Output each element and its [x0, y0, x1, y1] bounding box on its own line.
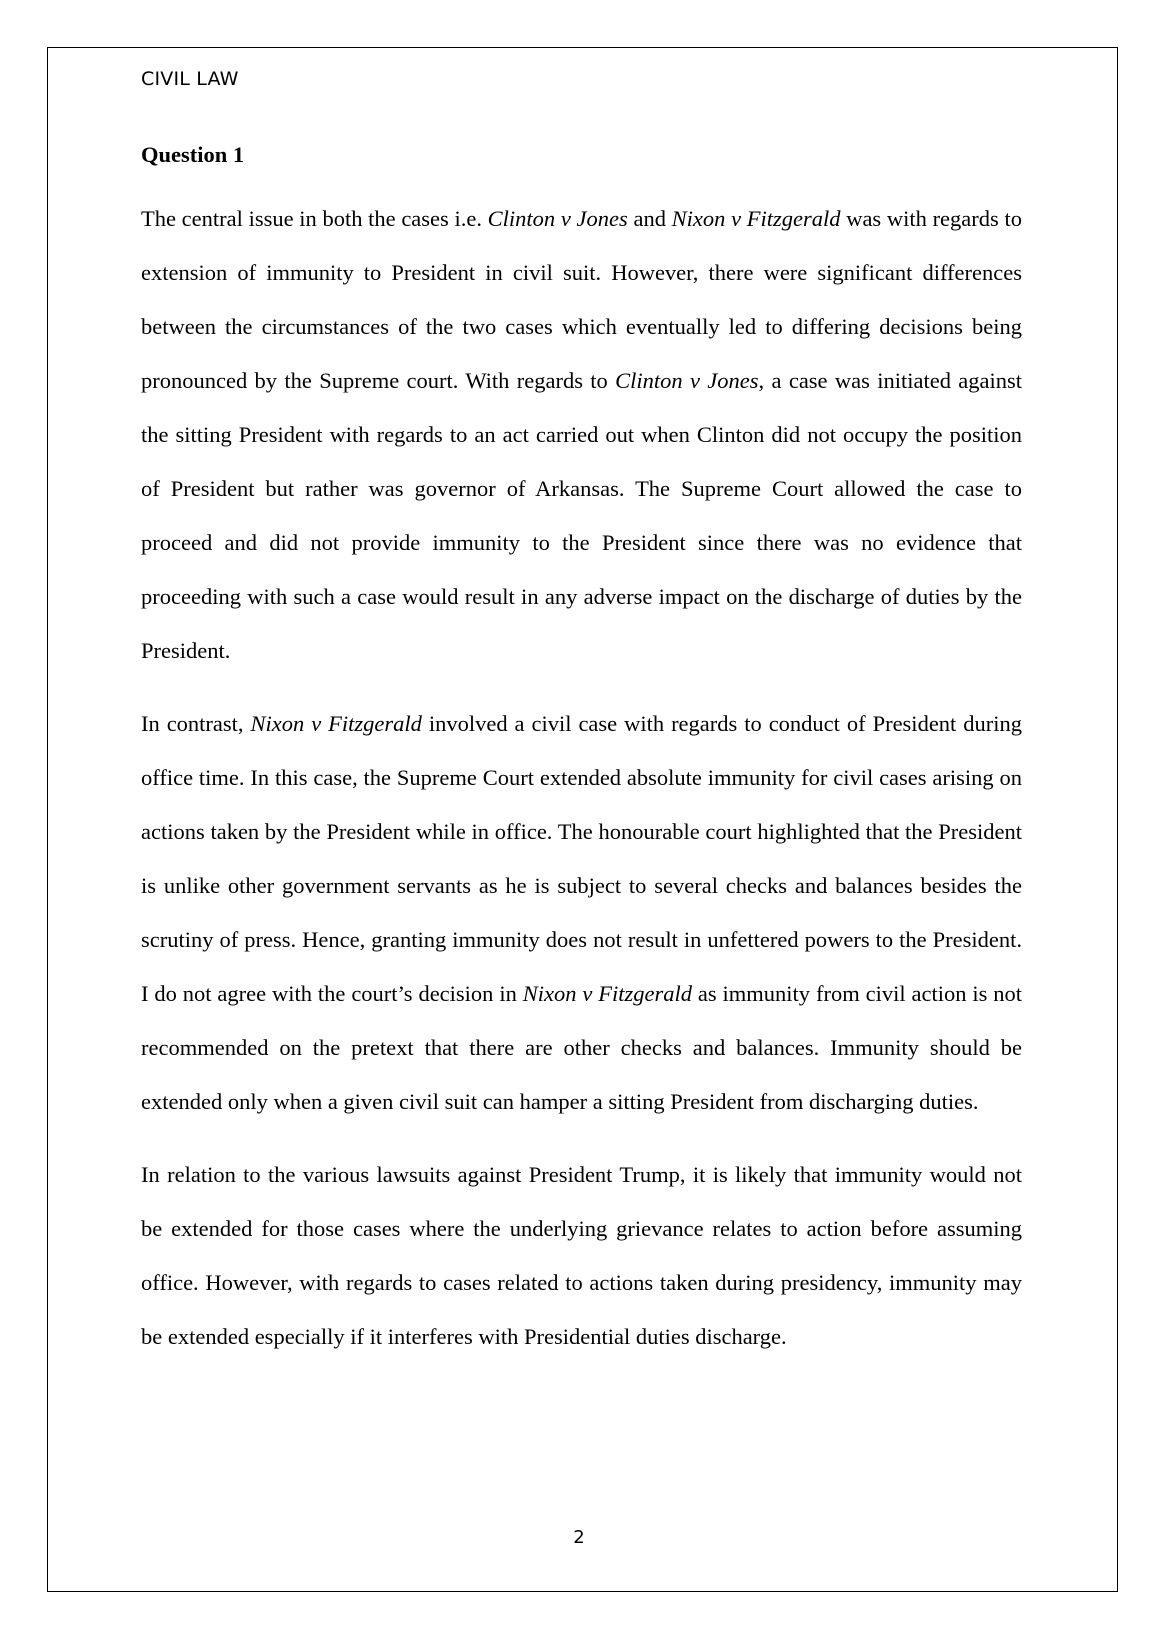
paragraph-1-text-4: , a case was initiated against the sitting President with regards to an act carried out when Clinton did not occupy the position of President but rather was governor of Arkansas. The Supreme Court allowed the case to proceed and did not provide immunity to the President since there was no evidence that proceeding with such a case would result in any adverse impact on the discharge of duties by the President.	[141, 368, 1023, 663]
paragraph-2-text-1: In contrast,	[141, 711, 251, 736]
case-name-nixon-v-fitzgerald: Nixon v Fitzgerald	[250, 711, 422, 736]
paragraph-2-text-3: as immunity from civil action is not recommended on the pretext that there are other checks and balances. Immunity should be extended only when a given civil suit can hamper a sitting President from discharging duties.	[141, 981, 1023, 1114]
page-number: 2	[573, 1527, 585, 1548]
case-name-nixon-v-fitzgerald: Nixon v Fitzgerald	[671, 206, 841, 231]
paragraph-1-text-1: The central issue in both the cases i.e.	[141, 206, 488, 231]
running-header: CIVIL LAW	[141, 68, 239, 90]
document-body	[141, 138, 1022, 1383]
question-heading: Question 1	[141, 142, 245, 167]
case-name-clinton-v-jones: Clinton v Jones	[487, 206, 628, 231]
paragraph-3: In relation to the various lawsuits against President Trump, it is likely that immunity would not be extended for those cases where the underlying grievance relates to action before assuming office. However, with regards to cases related to actions taken during presidency, immunity may be extended especially if it interferes with Presidential duties discharge.	[141, 1162, 1022, 1349]
paragraph-1-text-2: and	[627, 206, 672, 231]
paragraph-2-text-2: involved a civil case with regards to conduct of President during office time. In this case, the Supreme Court extended absolute immunity for civil cases arising on actions taken by the President while in office. The honourable court highlighted that the President is unlike other government servants as he is subject to several checks and balances besides the scrutiny of press. Hence, granting immunity does not result in unfettered powers to the President. I do not agree with the court’s decision in	[141, 711, 1022, 1006]
paragraph-1-text-3: was with regards to extension of immunity to President in civil suit. However, there were significant differences between the circumstances of the two cases which eventually led to differing decisions being pronounced by the Supreme court. With regards to	[141, 206, 1022, 393]
case-name-nixon-v-fitzgerald: Nixon v Fitzgerald	[522, 981, 693, 1006]
case-name-clinton-v-jones: Clinton v Jones	[615, 368, 759, 393]
paragraph-1	[141, 192, 1022, 678]
paragraph-2	[141, 697, 1022, 1129]
